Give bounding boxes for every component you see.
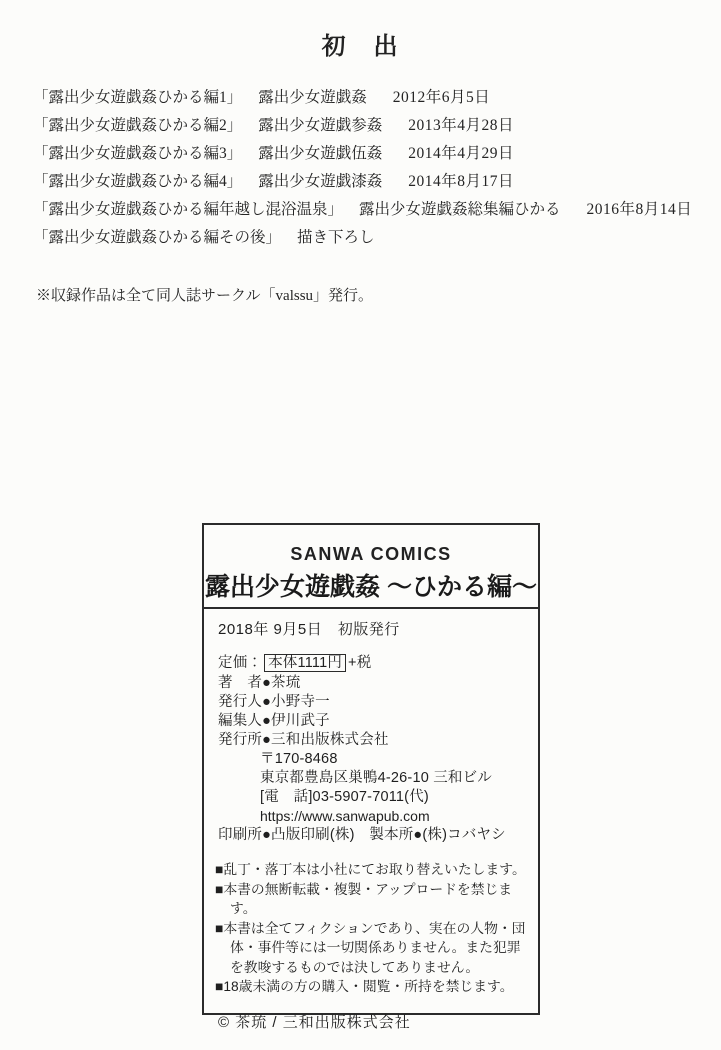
- credit-line: 著 者●茶琉: [218, 675, 301, 691]
- edition-date: 2018年 9月5日 初版発行: [218, 621, 400, 638]
- chapter-date: 2016年8月14日: [586, 201, 693, 218]
- price-suffix: +税: [348, 655, 372, 671]
- chapter-title: 「露出少女遊戯姦ひかる編1」: [33, 89, 243, 106]
- chapter-publication: 描き下ろし: [297, 229, 375, 246]
- address-line: 東京都豊島区巣鴨4-26-10 三和ビル: [260, 770, 493, 786]
- chapter-publication: 露出少女遊戯姦: [258, 89, 367, 106]
- credit-line: 発行所●三和出版株式会社: [218, 732, 389, 748]
- chapter-title: 「露出少女遊戯姦ひかる編その後」: [33, 229, 282, 246]
- chapter-row: [33, 196, 711, 224]
- price-line: [218, 654, 538, 673]
- chapter-row: [33, 224, 711, 252]
- credit-line: 発行人●小野寺一: [218, 694, 330, 710]
- price-boxed-value: 本体1111円: [264, 654, 346, 672]
- address-line: [電 話]03-5907-7011(代): [260, 789, 429, 805]
- legal-notice: ■18歳未満の方の購入・閲覧・所持を禁じます。: [215, 979, 514, 994]
- chapter-row: [33, 140, 711, 168]
- chapter-date: 2013年4月28日: [408, 117, 515, 134]
- chapter-title: 「露出少女遊戯姦ひかる編3」: [33, 145, 243, 162]
- circle-note: ※収録作品は全て同人誌サークル「valssu」発行。: [36, 288, 374, 304]
- book-title: 露出少女遊戯姦 ～ひかる編～: [205, 573, 537, 601]
- chapter-title: 「露出少女遊戯姦ひかる編2」: [33, 117, 243, 134]
- title-divider: [204, 607, 538, 609]
- address-line: 〒170-8468: [260, 751, 338, 767]
- chapter-date: 2012年6月5日: [392, 89, 491, 106]
- chapter-row: [33, 168, 711, 196]
- colophon-box: [202, 523, 540, 1031]
- legal-notice: ■本書は全てフィクションであり、実在の人物・団体・事件等には一切関係ありません。また犯罪を教唆するものでは決してありません。: [215, 920, 526, 975]
- publisher-info: [218, 654, 538, 845]
- chapter-date: 2014年8月17日: [408, 173, 515, 190]
- chapter-list: [33, 84, 711, 252]
- imprint-label: SANWA COMICS: [290, 544, 452, 564]
- chapter-row: [33, 112, 711, 140]
- chapter-publication: 露出少女遊戯伍姦: [258, 145, 383, 162]
- chapter-publication: 露出少女遊戯姦総集編ひかる: [359, 201, 561, 218]
- chapter-title: 「露出少女遊戯姦ひかる編年越し混浴温泉」: [33, 201, 344, 218]
- credit-lines: [218, 674, 538, 750]
- chapter-title: 「露出少女遊戯姦ひかる編4」: [33, 173, 243, 190]
- price-label: 定価：: [218, 655, 263, 671]
- publisher-url: https://www.sanwapub.com: [260, 808, 430, 824]
- legal-notices: [215, 860, 530, 997]
- chapter-date: 2014年4月29日: [408, 145, 515, 162]
- legal-notice: ■乱丁・落丁本は小社にてお取り替えいたします。: [215, 862, 526, 877]
- chapter-row: [33, 84, 711, 112]
- copyright-line: © 茶琉 / 三和出版株式会社: [218, 1013, 411, 1031]
- credit-line: 編集人●伊川武子: [218, 713, 330, 729]
- legal-notice: ■本書の無断転載・複製・アップロードを禁じます。: [215, 881, 513, 916]
- printing-line: 印刷所●凸版印刷(株) 製本所●(株)コバヤシ: [218, 827, 506, 843]
- chapter-publication: 露出少女遊戯漆姦: [258, 173, 383, 190]
- first-publication-heading: 初 出: [321, 34, 400, 60]
- chapter-publication: 露出少女遊戯参姦: [258, 117, 383, 134]
- publisher-address: [260, 750, 538, 826]
